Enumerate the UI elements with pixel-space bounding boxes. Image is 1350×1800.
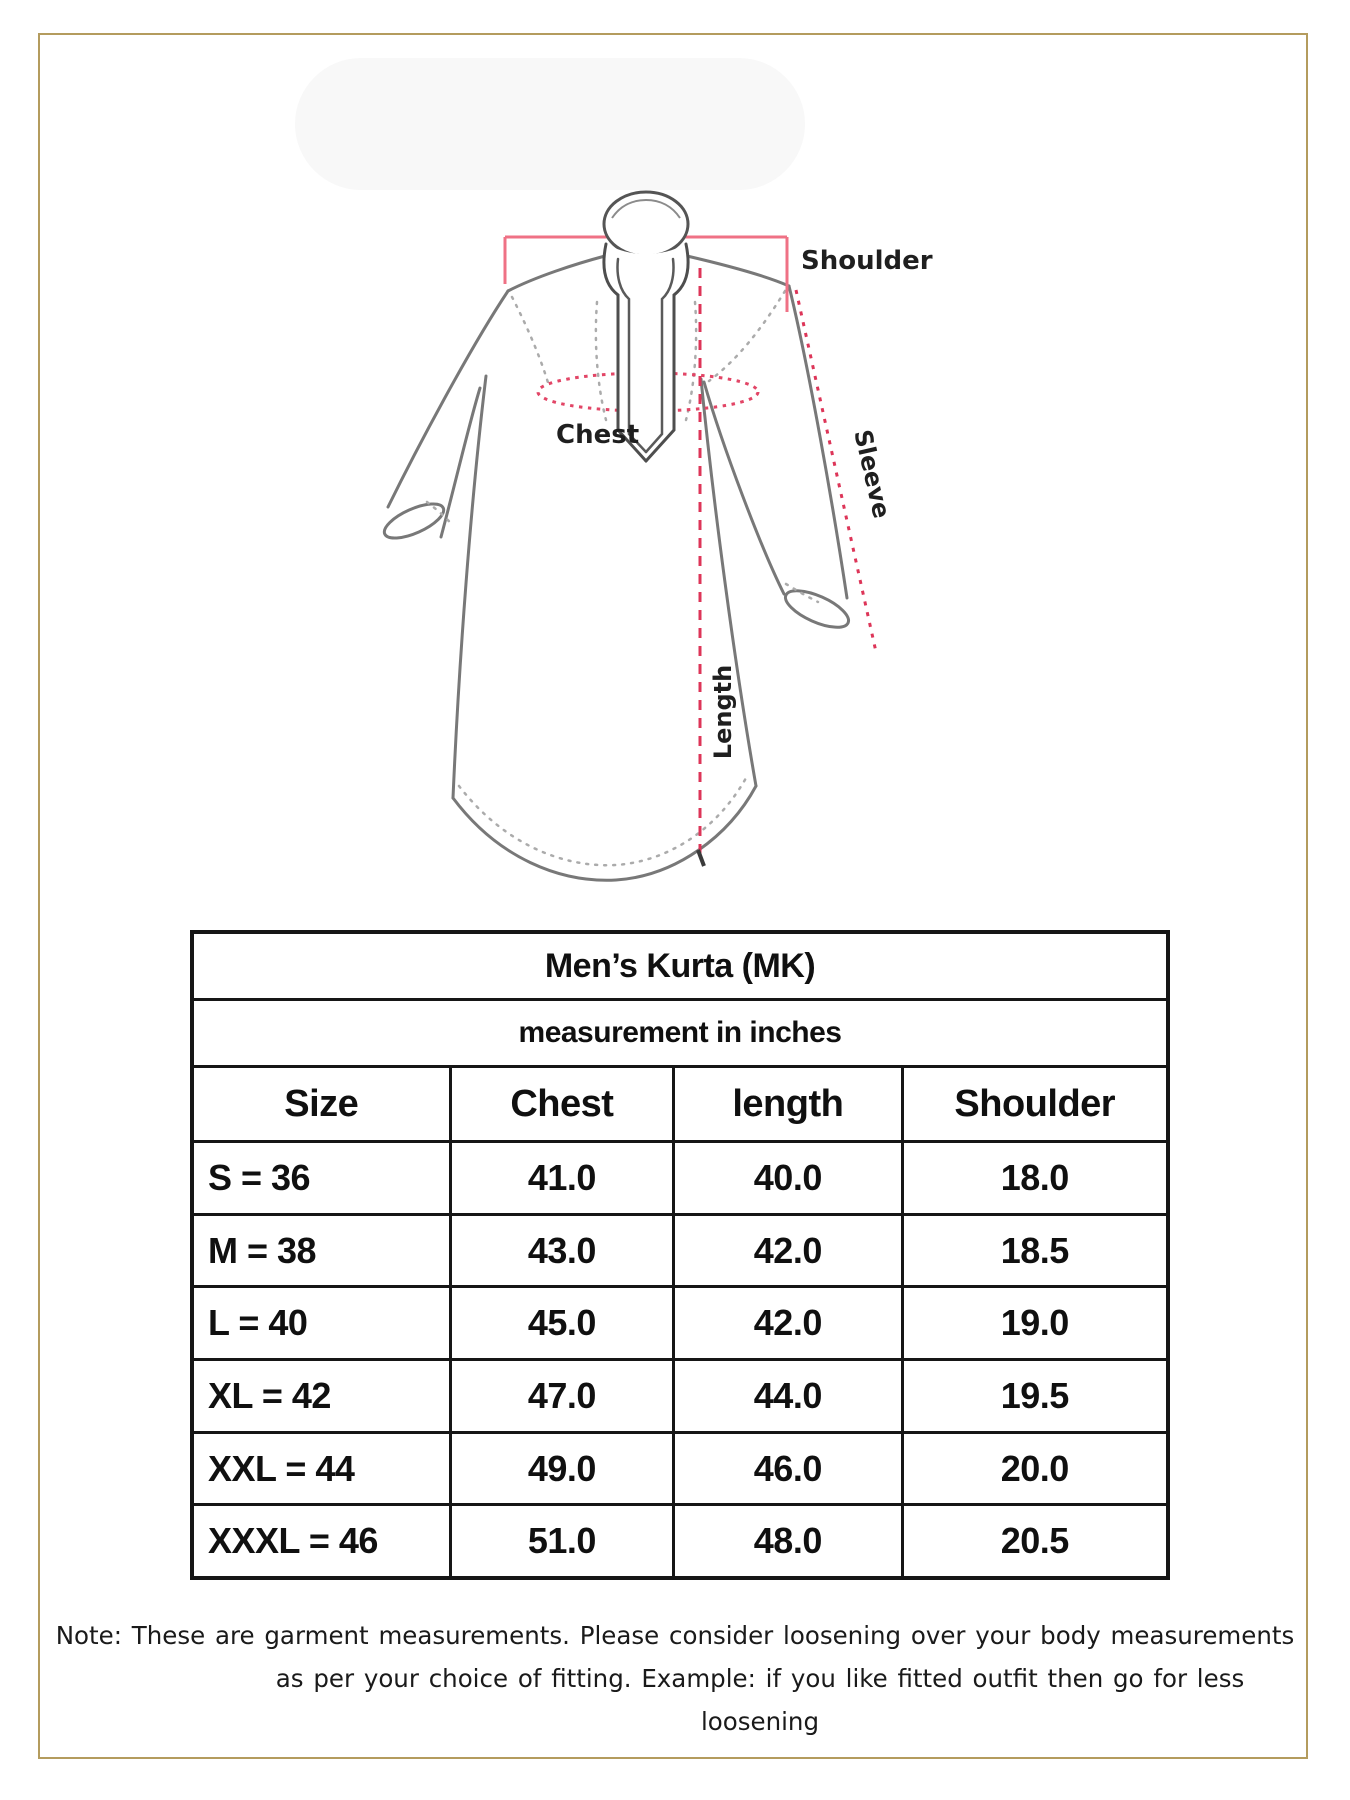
chest-cell: 49.0: [452, 1434, 676, 1504]
size-cell: M = 38: [194, 1216, 452, 1286]
length-label: Length: [709, 664, 737, 760]
table-title: Men’s Kurta (MK): [544, 946, 816, 985]
size-cell: XXL = 44: [194, 1434, 452, 1504]
header-size: Size: [194, 1068, 452, 1140]
chest-cell: 45.0: [452, 1288, 676, 1358]
kurta-measurement-diagram: [330, 160, 970, 920]
shoulder-cell: 19.0: [1000, 1302, 1069, 1344]
table-row: [194, 1361, 1166, 1434]
neck-opening: [604, 192, 688, 256]
table-row: [194, 1143, 1166, 1216]
size-cell: XXXL = 46: [194, 1506, 452, 1576]
left-sleeve-inner: [441, 388, 480, 537]
footnote-line-2: as per your choice of fitting. Example: if you like fitted outfit then go for less loosening: [275, 1664, 1245, 1736]
table-subtitle-row: [194, 1001, 1166, 1068]
left-body-side: [453, 376, 486, 798]
right-sleeve-inner: [704, 382, 784, 594]
table-row: [194, 1506, 1166, 1576]
length-cell: 42.0: [675, 1288, 903, 1358]
chest-cell: 47.0: [452, 1361, 676, 1431]
length-end-tick: [698, 850, 704, 866]
header-chest: Chest: [452, 1068, 676, 1140]
size-cell: S = 36: [194, 1143, 452, 1213]
shoulder-cell: 18.0: [1000, 1156, 1069, 1198]
right-shoulder-seam: [687, 256, 789, 286]
shoulder-cell: 20.5: [1000, 1520, 1069, 1562]
table-row: [194, 1288, 1166, 1361]
footnote: [53, 1614, 1297, 1743]
table-subtitle: measurement in inches: [518, 1016, 842, 1049]
hem-stitch: [459, 778, 746, 865]
right-armhole-stitch: [709, 291, 785, 381]
table-header-row: [194, 1068, 1166, 1143]
chest-cell: 43.0: [452, 1216, 676, 1286]
table-title-row: [194, 934, 1166, 1001]
left-placket-stitch: [596, 302, 606, 420]
size-table: [190, 930, 1170, 1580]
length-cell: 46.0: [675, 1434, 903, 1504]
header-shoulder: Shoulder: [954, 1082, 1116, 1125]
chest-label: Chest: [556, 420, 640, 450]
shoulder-cell: 20.0: [1000, 1447, 1069, 1489]
shoulder-cell: 19.5: [1000, 1374, 1069, 1416]
length-cell: 40.0: [675, 1143, 903, 1213]
length-cell: 44.0: [675, 1361, 903, 1431]
shoulder-label: Shoulder: [801, 246, 933, 276]
size-cell: L = 40: [194, 1288, 452, 1358]
right-sleeve-outer: [789, 286, 847, 598]
right-cuff: [781, 583, 854, 634]
header-length: length: [675, 1068, 903, 1140]
chest-cell: 51.0: [452, 1506, 676, 1576]
left-armhole-stitch: [512, 297, 549, 386]
left-shoulder-seam: [508, 256, 605, 291]
table-row: [194, 1434, 1166, 1507]
length-cell: 48.0: [675, 1506, 903, 1576]
left-sleeve-outer: [388, 291, 508, 507]
size-cell: XL = 42: [194, 1361, 452, 1431]
right-placket-stitch: [686, 302, 696, 420]
shoulder-cell: 18.5: [1000, 1229, 1069, 1271]
measurement-annotations: [505, 237, 876, 866]
chest-cell: 41.0: [452, 1143, 676, 1213]
sleeve-label: Sleeve: [848, 427, 896, 521]
length-cell: 42.0: [675, 1216, 903, 1286]
table-row: [194, 1216, 1166, 1289]
footnote-line-1: Note: These are garment measurements. Please consider loosening over your body measurements: [55, 1621, 1295, 1650]
